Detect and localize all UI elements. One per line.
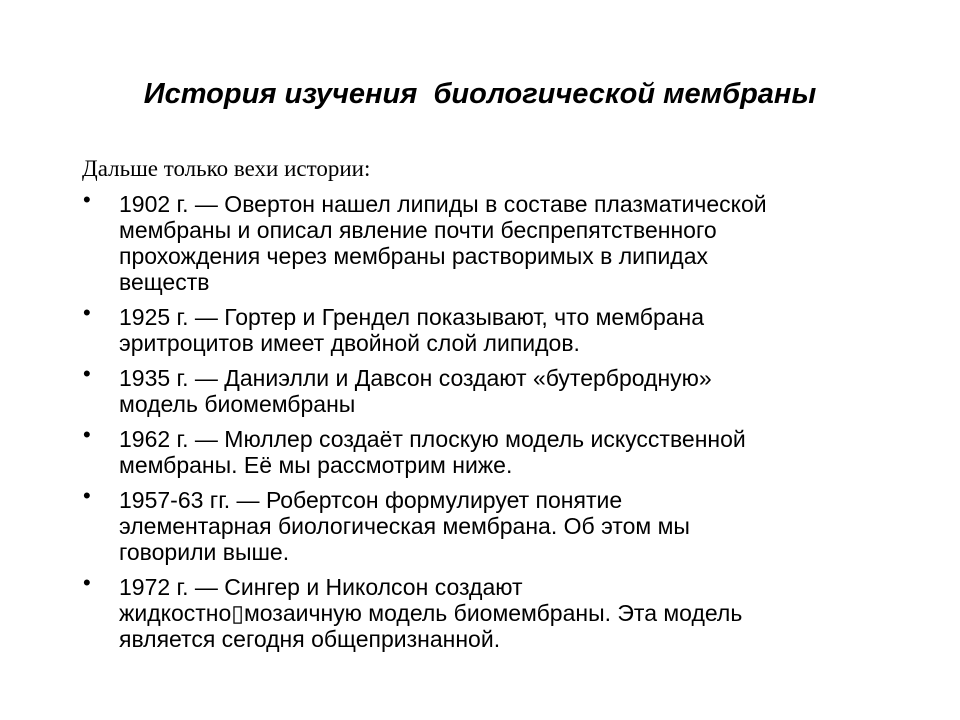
list-item-text: 1972 г. — Сингер и Николсон создают жидкостно▯мозаичную модель биомембраны. Эта модель является сегодня общепризнанной. — [119, 574, 743, 652]
list-item-text: 1902 г. — Овертон нашел липиды в составе плазматической мембраны и описал явление почти беспрепятственного прохождения через мембраны растворимых в липидах веществ — [119, 191, 767, 295]
list-item — [82, 361, 882, 417]
bullet-icon: • — [83, 483, 91, 508]
list-item-text: 1957-63 гг. — Робертсон формулирует понятие элементарная биологическая мембрана. Об этом мы говорили выше. — [119, 487, 690, 565]
bullet-icon: • — [83, 300, 91, 325]
list-item-text: 1962 г. — Мюллер создаёт плоскую модель искусственной мембраны. Её мы рассмотрим ниже. — [119, 426, 746, 478]
list-item — [82, 422, 882, 478]
slide-title: История изучения биологической мембраны — [143, 78, 817, 110]
bullet-icon: • — [83, 361, 91, 386]
list-item-text: 1935 г. — Даниэлли и Давсон создают «бутербродную» модель биомембраны — [119, 365, 712, 417]
bullet-icon: • — [83, 422, 91, 447]
list-item-text: 1925 г. — Гортер и Грендел показывают, что мембрана эритроцитов имеет двойной слой липидов. — [119, 304, 705, 356]
list-item — [82, 300, 882, 356]
milestones-list — [82, 187, 882, 661]
bullet-icon: • — [83, 187, 91, 212]
list-item — [82, 483, 882, 565]
bullet-icon: • — [83, 570, 91, 595]
list-item — [82, 570, 882, 652]
list-item — [82, 187, 882, 295]
intro-text: Дальше только вехи истории: — [82, 156, 371, 181]
